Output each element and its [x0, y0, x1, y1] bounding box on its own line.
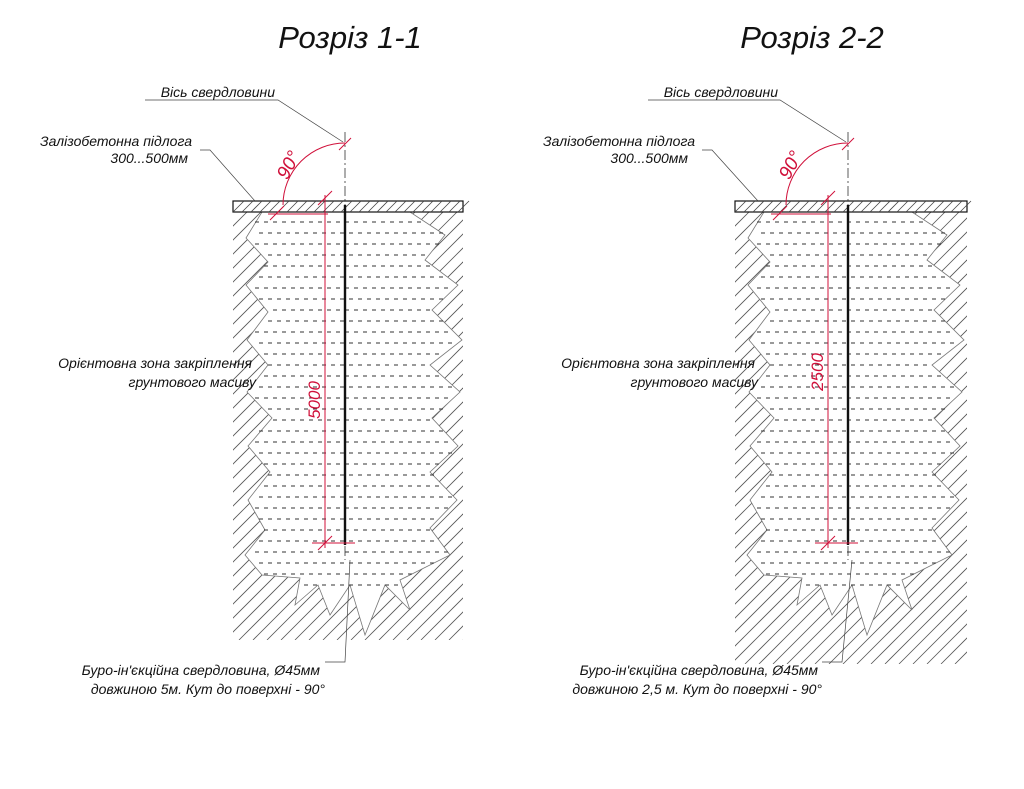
axis-label: Вісь свердловини: [663, 84, 778, 100]
zone-label-line2: грунтового масиву: [128, 374, 256, 390]
section-title: Розріз 2-2: [740, 20, 884, 55]
floor-label: Залізобетонна підлога: [39, 133, 192, 149]
concrete-floor-slab: [233, 201, 463, 212]
hatch-line: [0, 212, 289, 640]
dimension-value: 2500: [808, 353, 827, 391]
borehole-label: Буро-ін'єкційна свердловина, Ø45мм: [81, 662, 320, 678]
grouting-zone: [747, 212, 964, 635]
angle-value: 90°: [273, 147, 306, 184]
section-title: Розріз 1-1: [278, 20, 422, 55]
zone-label: Орієнтовна зона закріплення: [58, 355, 252, 371]
angle-value: 90°: [775, 147, 808, 184]
axis-label: Вісь свердловини: [160, 84, 275, 100]
floor-leader: [200, 150, 255, 201]
floor-leader: [702, 150, 758, 201]
zone-label: Орієнтовна зона закріплення: [561, 355, 755, 371]
floor-thickness-label: 300...500мм: [610, 150, 688, 166]
concrete-floor-slab: [735, 201, 967, 212]
hatch-line: [1011, 212, 1024, 664]
zone-label-line2: грунтового масиву: [630, 374, 758, 390]
hatch-line: [969, 212, 1024, 664]
hatch-line: [997, 212, 1024, 664]
borehole-label: Буро-ін'єкційна свердловина, Ø45мм: [579, 662, 818, 678]
hatch-line: [0, 212, 247, 640]
grouting-zone: [245, 212, 462, 635]
hatch-line: [983, 212, 1024, 664]
hatch-line: [955, 212, 1024, 664]
floor-label: Залізобетонна підлога: [542, 133, 695, 149]
dimension-value: 5000: [305, 381, 324, 419]
hatch-line: [0, 212, 261, 640]
hatch-line: [0, 212, 233, 640]
borehole-length-label: довжиною 5м. Кут до поверхні - 90°: [90, 681, 325, 697]
floor-thickness-label: 300...500мм: [110, 150, 188, 166]
borehole-length-label: довжиною 2,5 м. Кут до поверхні - 90°: [572, 681, 822, 697]
